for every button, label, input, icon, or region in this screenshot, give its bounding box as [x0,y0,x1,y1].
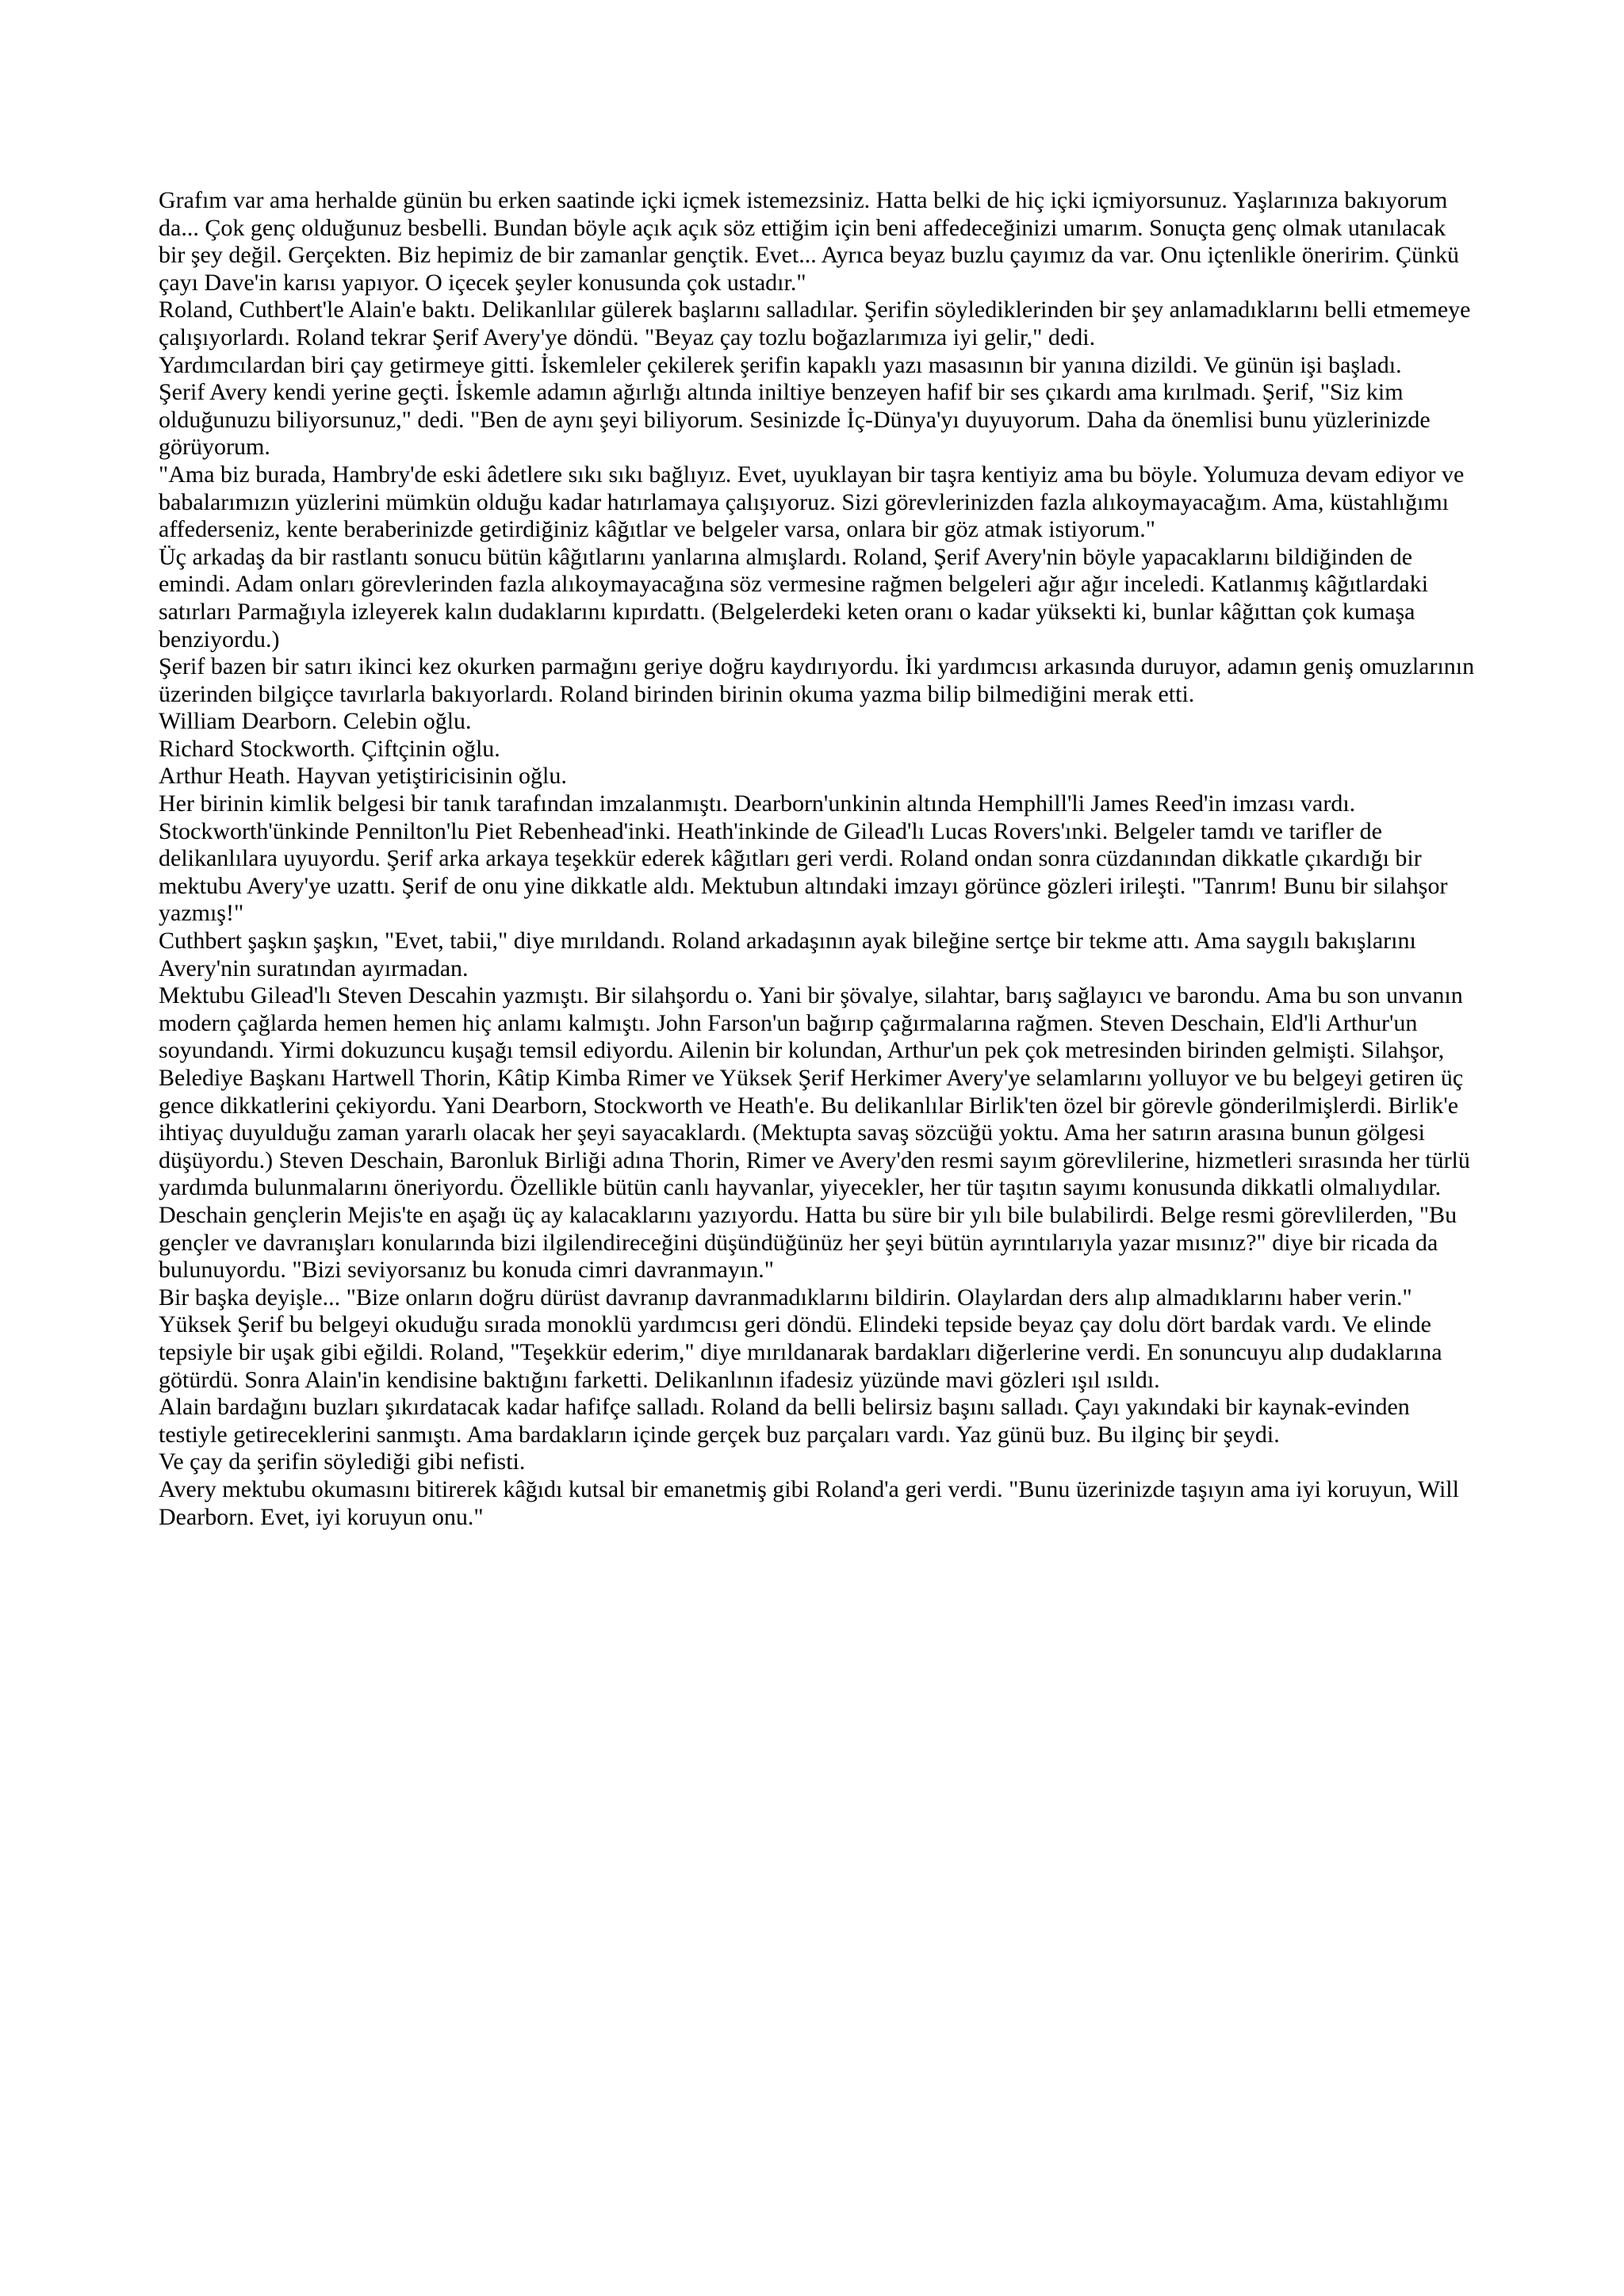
paragraph: Avery mektubu okumasını bitirerek kâğıdı kutsal bir emanetmiş gibi Roland'a geri verdi. "Bunu üzerinizde taşıyın ama iyi koruyun, Will Dearborn. Evet, iyi koruyun onu." [159,1475,1459,1530]
document-page [159,187,1475,1531]
paragraph: Richard Stockworth. Çiftçinin oğlu. [159,735,500,762]
paragraph: Alain bardağını buzları şıkırdatacak kadar hafifçe salladı. Roland da belli belirsiz başını salladı. Çayı yakındaki bir kaynak-evinden testiyle getireceklerini sanmıştı. Ama bardakların içinde gerçek buz parçaları vardı. Yaz günü buz. Bu ilginç bir şeydi. [159,1394,1410,1448]
paragraph: Şerif Avery kendi yerine geçti. İskemle adamın ağırlığı altında iniltiye benzeyen hafif bir ses çıkardı ama kırılmadı. Şerif, "Siz kim olduğunuzu biliyorsunuz," dedi. "Ben de aynı şeyi biliyorum. Sesinizde İç-Dünya'yı duyuyorum. Daha da önemlisi bunu yüzlerinizde görüyorum. [159,379,1431,461]
paragraph: Her birinin kimlik belgesi bir tanık tarafından imzalanmıştı. Dearborn'unkinin altında Hemphill'li James Reed'in imzası vardı. Stockworth'ünkinde Pennilton'lu Piet Rebenhead'inki. Heath'inkinde de Gilead'lı Lucas Rovers'ınki. Belgeler tamdı ve tarifler de delikanlılara uyuyordu. Şerif arka arkaya teşekkür ederek kâğıtları geri verdi. Roland ondan sonra cüzdanından dikkatle çıkardığı bir mektubu Avery'ye uzattı. Şerif de onu yine dikkatle aldı. Mektubun altındaki imzayı görünce gözleri irileşti. "Tanrım! Bunu bir silahşor yazmış!" [159,790,1448,927]
paragraph: Arthur Heath. Hayvan yetiştiricisinin oğlu. [159,763,567,790]
paragraph: Grafım var ama herhalde günün bu erken saatinde içki içmek istemezsiniz. Hatta belki de hiç içki içmiyorsunuz. Yaşlarınıza bakıyorum da... Çok genç olduğunuz besbelli. Bundan böyle açık açık söz ettiğim için beni affedeceğinizi umarım. Sonuçta genç olmak utanılacak bir şey değil. Gerçekten. Biz hepimiz de bir zamanlar gençtik. Evet... Ayrıca beyaz buzlu çayımız da var. Onu içtenlikle öneririm. Çünkü çayı Dave'in karısı yapıyor. O içecek şeyler konusunda çok ustadır." [159,187,1460,296]
paragraph: Şerif bazen bir satırı ikinci kez okurken parmağını geriye doğru kaydırıyordu. İki yardımcısı arkasında duruyor, adamın geniş omuzlarının üzerinden bilgiçce tavırlarla bakıyorlardı. Roland birinden birinin okuma yazma bilip bilmediğini merak etti. [159,653,1475,707]
paragraph: Mektubu Gilead'lı Steven Descahin yazmıştı. Bir silahşordu o. Yani bir şövalye, silahtar, barış sağlayıcı ve barondu. Ama bu son unvanın modern çağlarda hemen hemen hiç anlamı kalmıştı. John Farson'un bağırıp çağırmalarına rağmen. Steven Deschain, Eld'li Arthur'un soyundandı. Yirmi dokuzuncu kuşağı temsil ediyordu. Ailenin bir kolundan, Arthur'un pek çok metresinden birinden gelmişti. Silahşor, Belediye Başkanı Hartwell Thorin, Kâtip Kimba Rimer ve Yüksek Şerif Herkimer Avery'ye selamlarını yolluyor ve bu belgeyi getiren üç gence dikkatlerini çekiyordu. Yani Dearborn, Stockworth ve Heath'e. Bu delikanlılar Birlik'ten özel bir görevle gönderilmişlerdi. Birlik'e ihtiyaç duyulduğu zaman yararlı olacak her şeyi sayacaklardı. (Mektupta savaş sözcüğü yoktu. Ama her satırın arasına bunun gölgesi düşüyordu.) Steven Deschain, Baronluk Birliği adına Thorin, Rimer ve Avery'den resmi sayım görevlilerine, hizmetleri sırasında her türlü yardımda bulunmalarını öneriyordu. Özellikle bütün canlı hayvanlar, yiyecekler, her tür taşıtın sayımı konusunda dikkatli olmalıydılar. Deschain gençlerin Mejis'te en aşağı üç ay kalacaklarını yazıyordu. Hatta bu süre bir yılı bile bulabilirdi. Belge resmi görevlilerden, "Bu gençler ve davranışları konularında bizi ilgilendireceğini düşündüğünüz her şeyi bütün ayrıntılarıyla yazar mısınız?" diye bir ricada da bulunuyordu. "Bizi seviyorsanız bu konuda cimri davranmayın." [159,982,1470,1284]
paragraph: Roland, Cuthbert'le Alain'e baktı. Delikanlılar gülerek başlarını salladılar. Şerifin söylediklerinden bir şey anlamadıklarını belli etmemeye çalışıyorlardı. Roland tekrar Şerif Avery'ye döndü. "Beyaz çay tozlu boğazlarımıza iyi gelir," dedi. [159,297,1471,350]
paragraph: William Dearborn. Celebin oğlu. [159,708,472,735]
paragraph: Yüksek Şerif bu belgeyi okuduğu sırada monoklü yardımcısı geri döndü. Elindeki tepside beyaz çay dolu dört bardak vardı. Ve elinde tepsiyle bir uşak gibi eğildi. Roland, "Teşekkür ederim," diye mırıldanarak bardakları diğerlerine verdi. En sonuncuyu alıp dudaklarına götürdü. Sonra Alain'in kendisine baktığını farketti. Delikanlının ifadesiz yüzünde mavi gözleri ışıl ısıldı. [159,1311,1442,1393]
paragraph: Cuthbert şaşkın şaşkın, "Evet, tabii," diye mırıldandı. Roland arkadaşının ayak bileğine sertçe bir tekme attı. Ama saygılı bakışlarını Avery'nin suratından ayırmadan. [159,928,1416,982]
paragraph: "Ama biz burada, Hambry'de eski âdetlere sıkı sıkı bağlıyız. Evet, uyuklayan bir taşra kentiyiz ama bu böyle. Yolumuza devam ediyor ve babalarımızın yüzlerini mümkün olduğu kadar hatırlamaya çalışıyoruz. Sizi görevlerinizden fazla alıkoymayacağım. Ama, küstahlığımı affederseniz, kente beraberinizde getirdiğiniz kâğıtlar ve belgeler varsa, onlara bir göz atmak istiyorum." [159,461,1465,543]
paragraph: Üç arkadaş da bir rastlantı sonucu bütün kâğıtlarını yanlarına almışlardı. Roland, Şerif Avery'nin böyle yapacaklarını bildiğinden de emindi. Adam onları görevlerinden fazla alıkoymayacağına söz vermesine rağmen belgeleri ağır ağır inceledi. Katlanmış kâğıtlardaki satırları Parmağıyla izleyerek kalın dudaklarını kıpırdattı. (Belgelerdeki keten oranı o kadar yüksekti ki, bunlar kâğıttan çok kumaşa benziyordu.) [159,543,1429,652]
paragraph: Ve çay da şerifin söylediği gibi nefisti. [159,1448,526,1475]
paragraph: Yardımcılardan biri çay getirmeye gitti. İskemleler çekilerek şerifin kapaklı yazı masasının bir yanına dizildi. Ve günün işi başladı. [159,351,1402,378]
paragraph: Bir başka deyişle... "Bize onların doğru dürüst davranıp davranmadıklarını bildirin. Olaylardan ders alıp almadıklarını haber verin." [159,1284,1412,1311]
